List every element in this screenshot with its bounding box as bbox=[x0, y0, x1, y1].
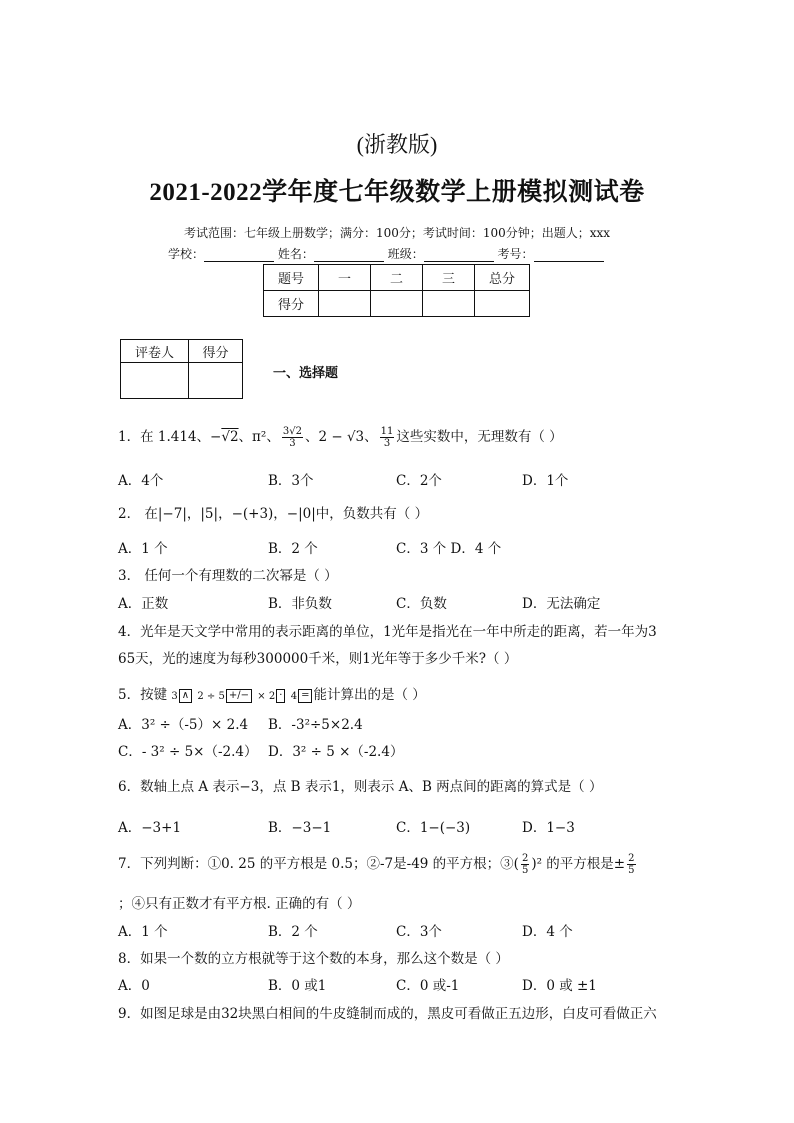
edition-label: (浙教版) bbox=[356, 132, 438, 157]
q7-frac1-den: 5 bbox=[521, 865, 529, 876]
grader-cell[interactable] bbox=[121, 363, 189, 399]
question-1 bbox=[118, 425, 563, 449]
q5-option-c[interactable]: C．- 3² ÷ 5×（-2.4） bbox=[118, 744, 258, 760]
q2-option-b[interactable]: B．2 个 bbox=[268, 541, 318, 557]
score-table bbox=[263, 264, 530, 317]
q1-sqrt3-value: 3 bbox=[355, 429, 365, 445]
q7-frac2-den: 5 bbox=[628, 865, 635, 876]
q1-frac1-den: 3 bbox=[289, 438, 296, 449]
q5-prefix: 5．按键 bbox=[118, 687, 168, 703]
q1-option-c[interactable]: C．2个 bbox=[396, 473, 442, 489]
school-label: 学校： bbox=[168, 247, 205, 261]
q6-option-d[interactable]: D．1−3 bbox=[522, 820, 575, 836]
score-header: 总分 bbox=[475, 265, 530, 291]
plus-minus-key-icon: +/− bbox=[226, 689, 252, 703]
q7-mid: )² 的平方根是± bbox=[531, 856, 626, 872]
q5-key-4: 4 bbox=[290, 691, 298, 702]
q1-option-a[interactable]: A．4个 bbox=[118, 473, 164, 489]
q7-option-d[interactable]: D．4 个 bbox=[522, 924, 573, 940]
grader-header: 评卷人 bbox=[121, 340, 189, 363]
question-7-line-2: ；④只有正数才有平方根. 正确的有（ ） bbox=[118, 896, 361, 912]
question-2: 2． 在|−7|，|5|，−(+3)，−|0|中，负数共有（ ） bbox=[118, 506, 429, 522]
q1-option-d[interactable]: D．1个 bbox=[522, 473, 569, 489]
q5-key-2-div-5: 2 ÷ 5 bbox=[197, 691, 225, 702]
score-cell[interactable] bbox=[423, 291, 475, 317]
q2-option-cd[interactable]: C．3 个 D．4 个 bbox=[396, 541, 502, 557]
q3-option-b[interactable]: B．非负数 bbox=[268, 596, 332, 612]
q5-option-b[interactable]: B．-3²÷5×2.4 bbox=[268, 717, 363, 733]
question-4-line-1: 4．光年是天文学中常用的表示距离的单位，1光年是指光在一年中所走的距离，若一年为3 bbox=[118, 624, 657, 640]
number-label: 考号： bbox=[497, 247, 534, 261]
q5-option-a[interactable]: A．3² ÷（-5）× 2.4 bbox=[118, 717, 249, 733]
q3-option-c[interactable]: C．负数 bbox=[396, 596, 447, 612]
school-blank[interactable] bbox=[204, 249, 274, 262]
q7-frac1-num: 2 bbox=[521, 853, 529, 864]
q7-fraction-1 bbox=[521, 853, 529, 876]
q1-suffix: 这些实数中，无理数有（ ） bbox=[396, 429, 563, 445]
q1-fraction-1 bbox=[282, 426, 303, 449]
question-7 bbox=[118, 852, 638, 876]
class-label: 班级： bbox=[387, 247, 424, 261]
exam-title: 2021-2022学年度七年级数学上册模拟测试卷 bbox=[149, 179, 645, 206]
question-6: 6．数轴上点 A 表示−3，点 B 表示1，则表示 A、B 两点间的距离的算式是（ ） bbox=[118, 779, 603, 795]
decimal-key-icon: · bbox=[276, 689, 285, 703]
score-header: 题号 bbox=[264, 265, 319, 291]
q8-option-a[interactable]: A．0 bbox=[118, 978, 150, 994]
q1-frac1-num: 3√2 bbox=[282, 426, 302, 437]
class-blank[interactable] bbox=[424, 249, 494, 262]
q7-prefix: 7．下列判断：①0. 25 的平方根是 0.5；②-7是-49 的平方根；③( bbox=[118, 856, 519, 872]
q1-prefix: 1．在 1.414、− bbox=[118, 429, 222, 445]
q1-fraction-2 bbox=[380, 426, 395, 449]
question-5 bbox=[118, 683, 426, 703]
score-header: 三 bbox=[423, 265, 475, 291]
name-blank[interactable] bbox=[314, 249, 384, 262]
score-cell[interactable] bbox=[371, 291, 423, 317]
score-header: 二 bbox=[371, 265, 423, 291]
q6-option-c[interactable]: C．1−(−3) bbox=[396, 820, 471, 836]
q1-frac2-den: 3 bbox=[383, 438, 391, 449]
q7-fraction-2 bbox=[627, 853, 635, 876]
q1-sqrt2: √2 bbox=[221, 429, 239, 445]
q1-mid2: 、2 − bbox=[304, 429, 347, 445]
q1-sqrt3: √3 bbox=[346, 429, 365, 445]
question-9: 9．如图足球是由32块黑白相间的牛皮缝制而成的，黑皮可看做正五边形，白皮可看做正六 bbox=[118, 1006, 657, 1022]
q1-mid3: 、 bbox=[364, 429, 378, 445]
q6-option-b[interactable]: B．−3−1 bbox=[268, 820, 332, 836]
q7-frac2-num: 2 bbox=[628, 853, 635, 864]
q5-suffix: 能计算出的是（ ） bbox=[313, 687, 426, 703]
equals-key-icon: = bbox=[298, 689, 312, 703]
score-header: 一 bbox=[319, 265, 371, 291]
question-4-line-2: 65天，光的速度为每秒300000千米，则1光年等于多少千米?（ ） bbox=[118, 651, 518, 667]
grader-score-header: 得分 bbox=[189, 340, 243, 363]
q5-option-d[interactable]: D．3² ÷ 5 ×（-2.4） bbox=[268, 744, 404, 760]
score-row-label: 得分 bbox=[264, 291, 319, 317]
q1-mid1: 、π²、 bbox=[238, 429, 280, 445]
q7-option-a[interactable]: A．1 个 bbox=[118, 924, 168, 940]
q1-frac2-num: 11 bbox=[380, 426, 394, 437]
q5-key-times-2: × 2 bbox=[257, 691, 276, 702]
q1-sqrt2-value: 2 bbox=[229, 429, 239, 445]
exam-info: 考试范围：七年级上册数学；满分：100分；考试时间：100分钟；出题人；xxx bbox=[183, 226, 611, 240]
q3-option-a[interactable]: A．正数 bbox=[118, 596, 169, 612]
question-8: 8．如果一个数的立方根就等于这个数的本身，那么这个数是（ ） bbox=[118, 951, 509, 967]
q8-option-b[interactable]: B．0 或1 bbox=[268, 978, 327, 994]
q7-option-c[interactable]: C．3个 bbox=[396, 924, 442, 940]
q2-option-a[interactable]: A．1 个 bbox=[118, 541, 168, 557]
q3-option-d[interactable]: D．无法确定 bbox=[522, 596, 601, 612]
name-label: 姓名： bbox=[277, 247, 314, 261]
score-cell[interactable] bbox=[319, 291, 371, 317]
q7-option-b[interactable]: B．2 个 bbox=[268, 924, 318, 940]
number-blank[interactable] bbox=[534, 249, 604, 262]
power-key-icon: ∧ bbox=[179, 689, 192, 703]
student-fields bbox=[168, 245, 604, 262]
q6-option-a[interactable]: A．−3+1 bbox=[118, 820, 182, 836]
question-3: 3． 任何一个有理数的二次幂是（ ） bbox=[118, 568, 338, 584]
section-title: 一、选择题 bbox=[273, 366, 339, 381]
q8-option-c[interactable]: C．0 或-1 bbox=[396, 978, 460, 994]
grader-table bbox=[120, 339, 243, 399]
q5-key-3: 3 bbox=[171, 691, 178, 702]
grader-score-cell[interactable] bbox=[189, 363, 243, 399]
score-cell[interactable] bbox=[475, 291, 530, 317]
q1-option-b[interactable]: B．3个 bbox=[268, 473, 314, 489]
q8-option-d[interactable]: D．0 或 ±1 bbox=[522, 978, 597, 994]
